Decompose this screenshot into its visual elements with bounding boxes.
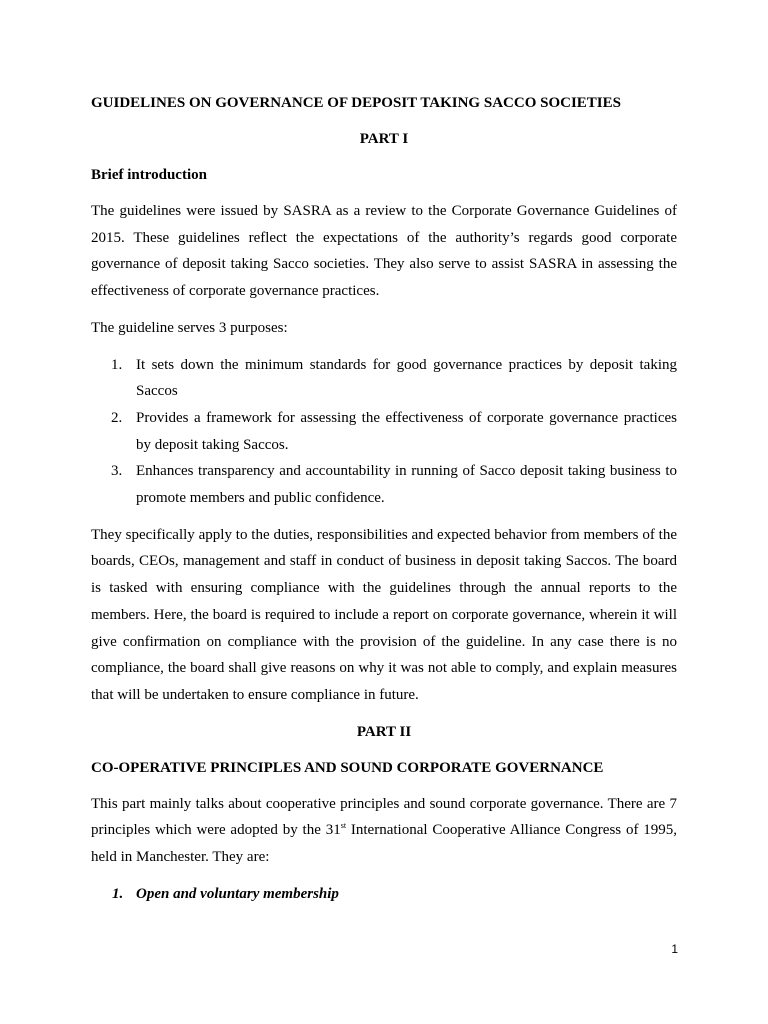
purpose-item — [91, 405, 677, 458]
page-content — [91, 90, 677, 907]
purpose-number: 2. — [111, 409, 123, 426]
intro-paragraph: The guidelines were issued by SASRA as a review to the Corporate Governance Guidelines of 2015. These guidelines reflect the expectations of the authority’s regards good corporate governance of deposit taking Sacco societies. They also serve to assist SASRA in assessing the effectiveness of corporate governance practices. — [91, 203, 677, 300]
principle-text: Open and voluntary membership — [136, 885, 339, 902]
purposes-lead: The guideline serves 3 purposes: — [91, 319, 288, 336]
part-2-paragraph — [91, 791, 677, 871]
purpose-text: It sets down the minimum standards for good governance practices by deposit taking Saccos — [136, 356, 677, 400]
document-title: GUIDELINES ON GOVERNANCE OF DEPOSIT TAKING SACCO SOCIETIES — [91, 95, 621, 111]
purpose-item — [91, 352, 677, 405]
principle-number: 1. — [112, 885, 124, 902]
part-2-paragraph-end: International Cooperative Alliance Congress of 1995, held in Manchester. They are: — [91, 822, 678, 866]
principle-item — [91, 881, 677, 907]
intro-heading: Brief introduction — [91, 167, 207, 183]
purpose-text: Enhances transparency and accountability in running of Sacco deposit taking business to promote members and public confidence. — [136, 463, 677, 507]
part-1-heading: PART I — [359, 131, 409, 147]
apply-paragraph: They specifically apply to the duties, responsibilities and expected behavior from members of the boards, CEOs, management and staff in conduct of business in deposit taking Saccos. The board is tasked with ensuring compliance with the guidelines through the annual reports to the members. Here, the board is required to include a report on corporate governance, wherein it will give confirmation on compliance with the provision of the guideline. In any case there is no compliance, the board shall give reasons on why it was not able to comply, and explain measures that will be undertaken to ensure compliance in future. — [91, 526, 677, 703]
purpose-item — [91, 458, 677, 511]
part-2-heading: PART II — [356, 723, 412, 740]
ordinal-suffix: st — [340, 821, 347, 831]
part-2-title: CO-OPERATIVE PRINCIPLES AND SOUND CORPORATE GOVERNANCE — [91, 759, 604, 776]
page-number: 1 — [671, 942, 678, 956]
purpose-text: Provides a framework for assessing the effectiveness of corporate governance practices by deposit taking Saccos. — [136, 409, 677, 453]
purpose-number: 3. — [111, 463, 123, 480]
purpose-number: 1. — [111, 356, 123, 373]
part-2-paragraph-start: This part mainly talks about cooperative principles and sound corporate governance. There are 7 principles which were adopted by the 31 — [91, 795, 677, 839]
purposes-list — [91, 352, 677, 512]
